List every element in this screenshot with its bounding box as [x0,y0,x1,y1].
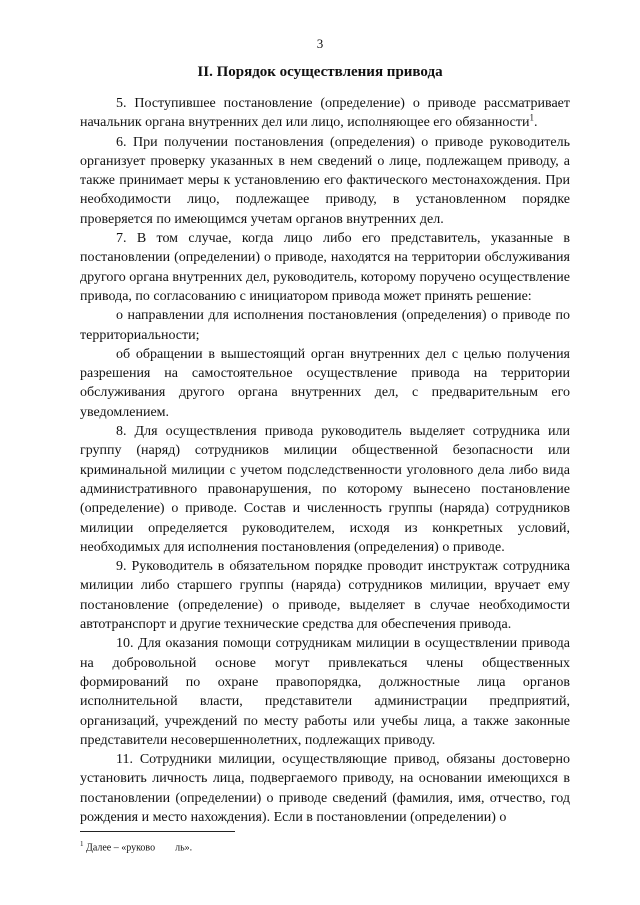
paragraph-7-option-2: об обращении в вышестоящий орган внутренних дел с целью получения разрешения на самостоятельное осуществление привода на территории обслуживания другого органа внутренних дел, с предварительным его уведомлением. [80,346,570,420]
paragraph-7-option-1: о направлении для исполнения постановления (определения) о приводе по территориальности; [80,308,570,343]
footnote-text: Далее – «руково ль». [86,842,193,854]
section-title: II. Порядок осуществления привода [197,64,443,80]
paragraph-5-end: . [534,115,538,131]
paragraph-8: 8. Для осуществления привода руководитель выделяет сотрудника или группу (наряд) сотрудников милиции общественной безопасности или криминальной милиции с учетом подследственности уголовного дела либо вида административного правонарушения, по которому вынесено постановление (определение) о приводе. Состав и численность группы (наряда) сотрудников милиции определяется руководителем, исходя из конкретных условий, необходимых для исполнения постановления (определения) о приводе. [80,424,570,555]
footnote-reference: 1 [529,112,535,123]
paragraph-10: 10. Для оказания помощи сотрудникам милиции в осуществлении привода на добровольной основе могут привлекаться члены общественных формирований по охране правопорядка, должностные лица органов исполнительной власти, представители администрации предприятий, организаций, учреждений по месту работы или учебы лица, а также законные представители несовершеннолетних, подлежащих приводу. [80,636,570,748]
document-body [80,94,570,827]
paragraph-5 [80,94,570,133]
paragraph-5-text: 5. Поступившее постановление (определение) о приводе рассматривает начальник органа внутренних дел или лицо, исполняющее его обязанности [80,96,570,131]
footnote-mark: 1 [80,840,84,848]
paragraph-11: 11. Сотрудники милиции, осуществляющие привод, обязаны достоверно установить личность лица, подвергаемого приводу, на основании имеющихся в постановлении (определении) о приводе сведений (фамилия, имя, отчество, год рождения и место нахождения). Если в постановлении (определении) о [80,752,570,825]
paragraph-7: 7. В том случае, когда лицо либо его представитель, указанные в постановлении (определении) о приводе, находятся на территории обслуживания другого органа внутренних дел, руководитель, которому поручено осуществление привода, по согласованию с инициатором привода может принять решение: [80,231,570,304]
paragraph-9: 9. Руководитель в обязательном порядке проводит инструктаж сотрудника милиции либо старшего группы (наряда) сотрудников милиции, вручает ему постановление (определение) о приводе, выделяет в случае необходимости автотранспорт и другие технические средства для обеспечения привода. [80,559,570,633]
paragraph-6: 6. При получении постановления (определения) о приводе руководитель организует проверку указанных в нем сведений о лице, подлежащем приводу, а также принимает меры к установлению его фактического местонахождения. При необходимости лицо, подлежащее приводу, в установленном порядке проверяется по имеющимся учетам органов внутренних дел. [80,134,570,227]
footnote-divider [80,831,235,832]
page-number: 3 [316,36,324,51]
footnote [80,840,192,853]
